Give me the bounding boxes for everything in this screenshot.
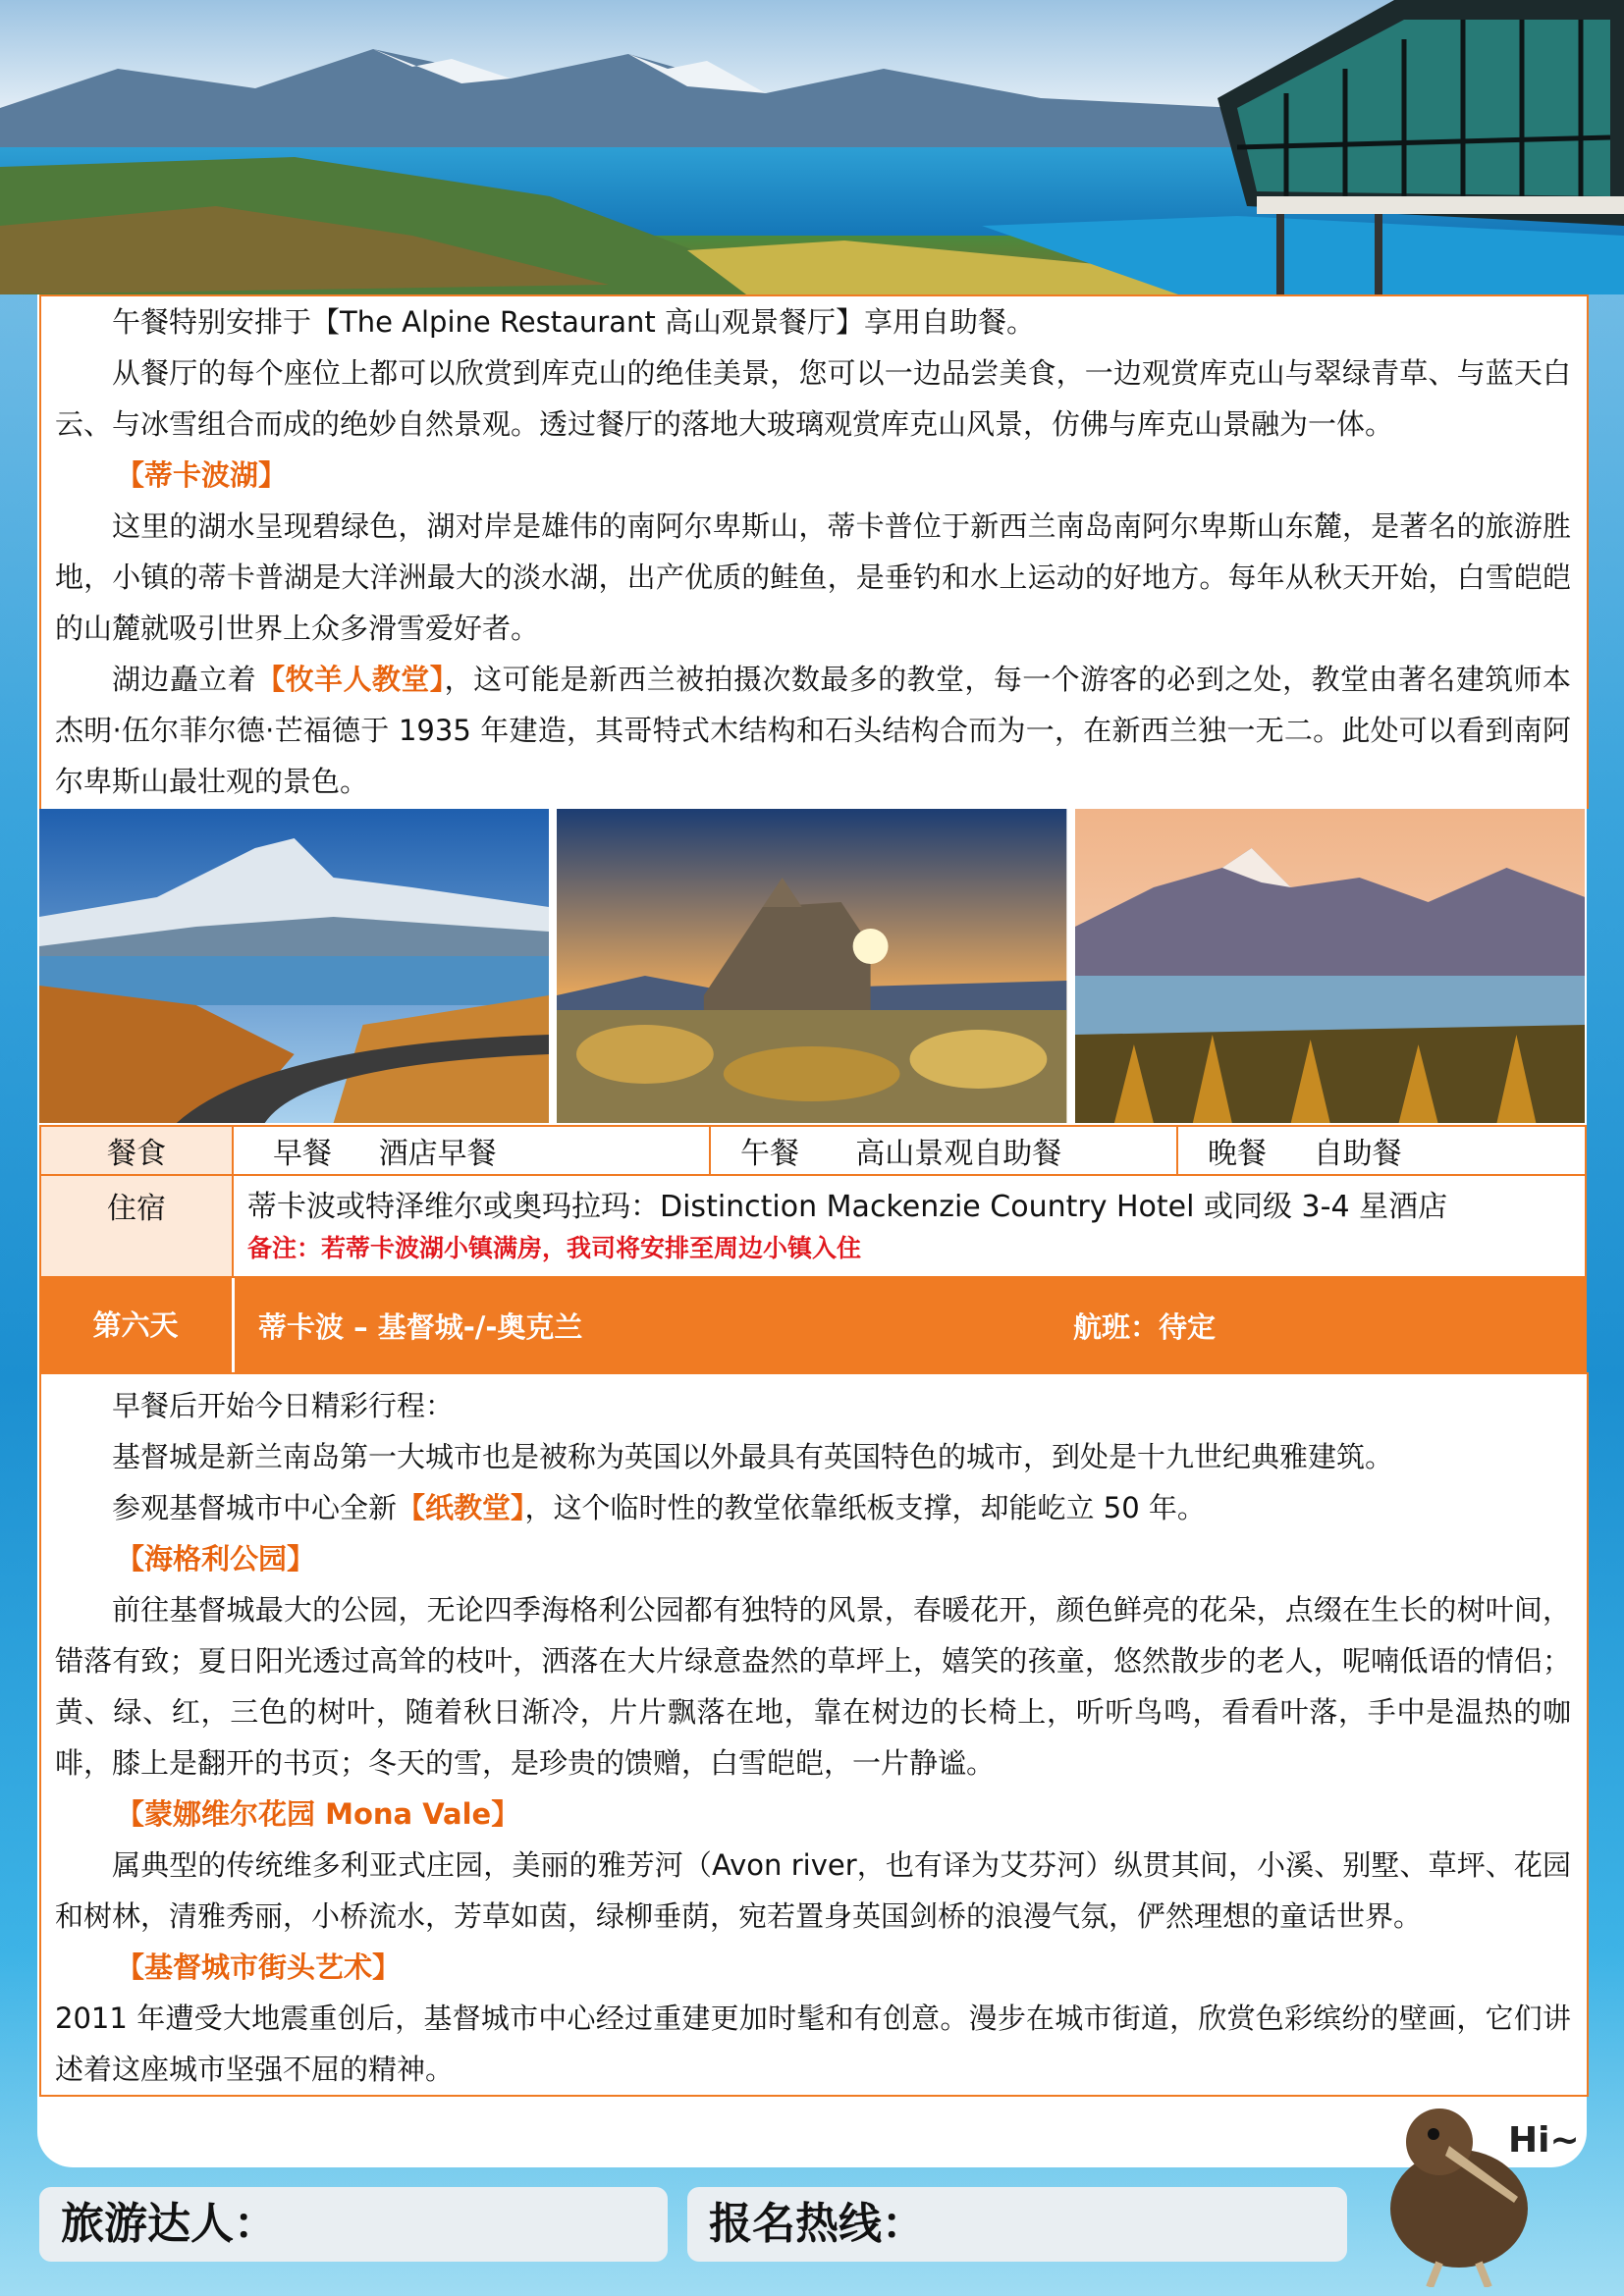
day-flight: 航班：待定 (1073, 1309, 1217, 1344)
paragraph: 2011 年遭受大地震重创后，基督城市中心经过重建更加时髦和有创意。漫步在城市街道，欣赏色彩缤纷的壁画，它们讲述着这座城市坚强不屈的精神。 (55, 2002, 1571, 2086)
day-label: 第六天 (39, 1278, 235, 1372)
paragraph: 早餐后开始今日精彩行程： (112, 1389, 455, 1422)
paragraph: 参观基督城市中心全新【纸教堂】，这个临时性的教堂依靠纸板支撑，却能屹立 50 年。 (112, 1491, 1206, 1524)
paragraph: 基督城是新兰南岛第一大城市也是被称为英国以外最具有英国特色的城市，到处是十九世纪典雅建筑。 (112, 1440, 1394, 1473)
section-heading-tekapo: 【蒂卡波湖】 (116, 458, 288, 492)
meal-row (40, 1126, 1586, 1175)
day-route: 蒂卡波 – 基督城-/-奥克兰 (258, 1309, 583, 1344)
hotel-value: 蒂卡波或特泽维尔或奥玛拉玛：Distinction Mackenzie Country Hotel 或同级 3-4 星酒店 (247, 1190, 1448, 1224)
paragraph: 属典型的传统维多利亚式庄园，美丽的雅芳河（Avon river，也有译为艾芬河）纵贯其间，小溪、别墅、草坪、花园和树林，清雅秀丽，小桥流水，芳草如茵，绿柳垂荫，宛若置身英国剑桥的浪漫气氛，俨然理想的童话世界。 (55, 1848, 1571, 1933)
hotel-row (40, 1175, 1586, 1277)
meal-hotel-table (39, 1125, 1587, 1278)
section-heading-street-art: 【基督城市街头艺术】 (116, 1950, 402, 1984)
paragraph: 前往基督城最大的公园，无论四季海格利公园都有独特的风景，春暖花开，颜色鲜亮的花朵，点缀在生长的树叶间，错落有致；夏日阳光透过高耸的枝叶，洒落在大片绿意盎然的草坪上，嬉笑的孩童，悠然散步的老人，呢喃低语的情侣；黄、绿、红，三色的树叶，随着秋日渐冷，片片飘落在地，靠在树边的长椅上，听听鸟鸣，看看叶落，手中是温热的咖啡，膝上是翻开的书页；冬天的雪，是珍贵的馈赠，白雪皑皑，一片静谧。 (55, 1593, 1571, 1780)
photo-church-good-shepherd (557, 809, 1066, 1123)
day-banner (39, 1278, 1587, 1372)
travel-expert-field: 旅游达人： (39, 2187, 668, 2262)
header-photo (0, 0, 1624, 294)
hotel-cell (233, 1175, 1586, 1277)
hotline-field: 报名热线： (687, 2187, 1347, 2262)
paragraph: 这里的湖水呈现碧绿色，湖对岸是雄伟的南阿尔卑斯山，蒂卡普位于新西兰南岛南阿尔卑斯山东麓，是著名的旅游胜地，小镇的蒂卡普湖是大洋洲最大的淡水湖，出产优质的鲑鱼，是垂钓和水上运动的好地方。每年从秋天开始，白雪皑皑的山麓就吸引世界上众多滑雪爱好者。 (55, 509, 1571, 645)
section-heading-hagley: 【海格利公园】 (116, 1542, 316, 1575)
paragraph: 湖边矗立着【牧羊人教堂】，这可能是新西兰被拍摄次数最多的教堂，每一个游客的必到之处，教堂由著名建筑师本杰明·伍尔菲尔德·芒福德于 1935 年建造，其哥特式木结构和石头结构合而为一，在新西兰独一无二。此处可以看到南阿尔卑斯山最壮观的景色。 (55, 663, 1571, 798)
meal-label: 餐食 (40, 1126, 233, 1175)
photo-mount-cook-lake (1075, 809, 1585, 1123)
hotel-label: 住宿 (40, 1175, 233, 1277)
breakfast-cell: 早餐 酒店早餐 (233, 1126, 710, 1175)
lunch-cell: 午餐 高山景观自助餐 (710, 1126, 1177, 1175)
hotel-note: 备注：若蒂卡波湖小镇满房，我司将安排至周边小镇入住 (247, 1234, 862, 1262)
section-heading-mona-vale: 【蒙娜维尔花园 Mona Vale】 (116, 1797, 520, 1831)
photo-mount-cook-road (39, 809, 549, 1123)
greeting-text: Hi~ (1508, 2120, 1580, 2161)
paragraph: 午餐特别安排于【The Alpine Restaurant 高山观景餐厅】享用自助餐。 (112, 305, 1035, 339)
dinner-cell: 晚餐 自助餐 (1177, 1126, 1586, 1175)
kiwi-bird-icon (1371, 2081, 1538, 2287)
paragraph: 从餐厅的每个座位上都可以欣赏到库克山的绝佳美景，您可以一边品尝美食，一边观赏库克山与翠绿青草、与蓝天白云、与冰雪组合而成的绝妙自然景观。透过餐厅的落地大玻璃观赏库克山风景，仿佛与库克山景融为一体。 (55, 356, 1571, 441)
photo-strip (39, 809, 1585, 1123)
